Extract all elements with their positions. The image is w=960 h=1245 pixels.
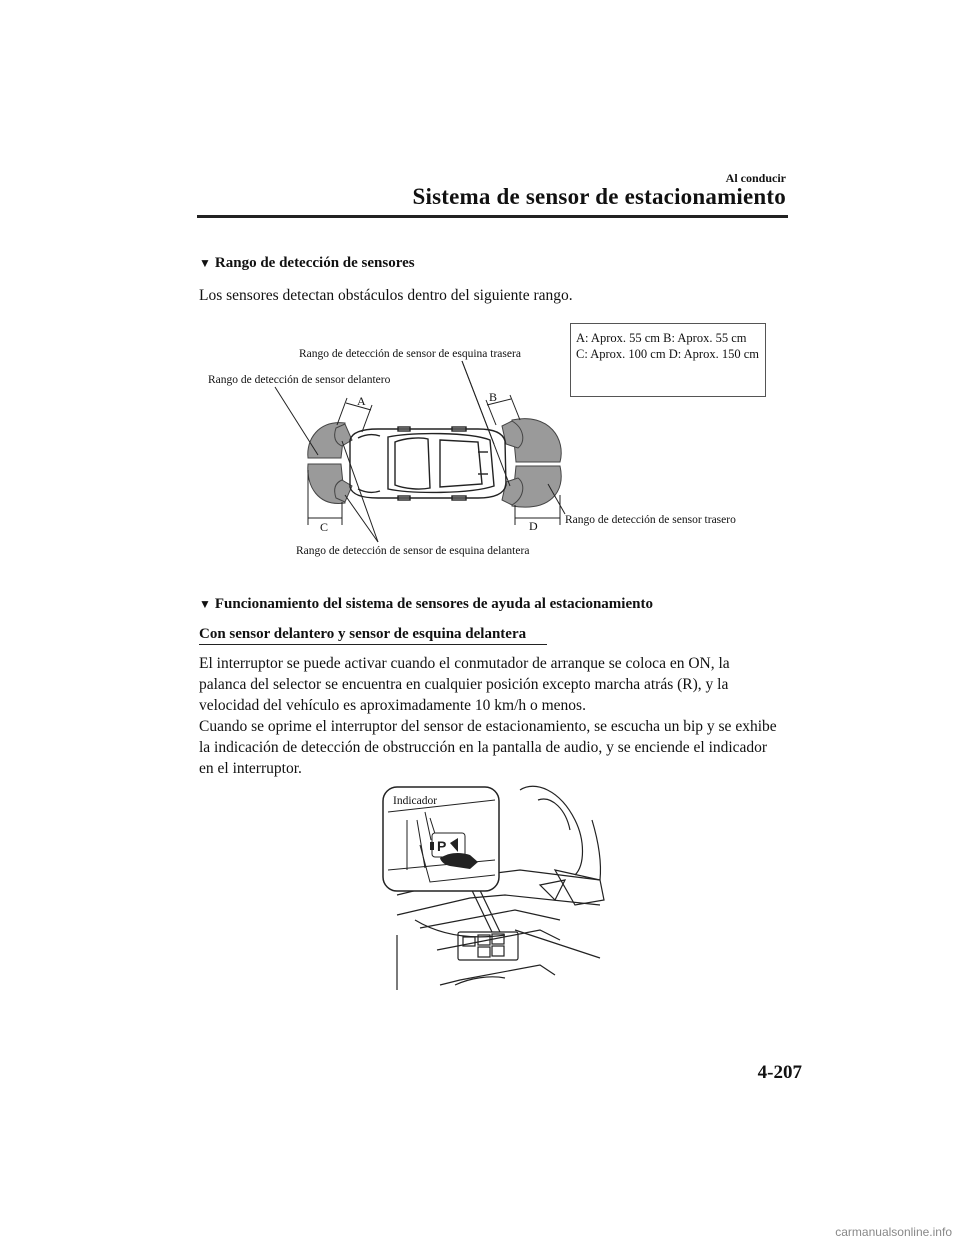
triangle-marker-icon: ▼ — [199, 256, 211, 270]
label-front-range: Rango de detección de sensor delantero — [208, 374, 391, 386]
indicator-label: Indicador — [393, 795, 438, 807]
subheading-front-sensors: Con sensor delantero y sensor de esquina delantera — [199, 626, 527, 642]
paragraph-detection-intro: Los sensores detectan obstáculos dentro del siguiente rango. — [199, 287, 573, 304]
triangle-marker-icon: ▼ — [199, 597, 211, 611]
section-heading-text: Funcionamiento del sistema de sensores de ayuda al estacionamiento — [214, 596, 653, 612]
paragraph-switch-press: Cuando se oprime el interruptor del sensor de estacionamiento, se escucha un bip y se exhibe la indicación de detección de obstrucción en la pantalla de audio, y se enciende el indicador en el interruptor. — [199, 718, 777, 777]
label-front-corner-range: Rango de detección de sensor de esquina delantera — [296, 545, 530, 557]
label-rear-range: Rango de detección de sensor trasero — [565, 514, 736, 526]
indicator-light — [430, 842, 434, 850]
page-title: Sistema de sensor de estacionamiento — [412, 184, 786, 209]
footer-watermark[interactable]: carmanualsonline.info — [835, 1225, 952, 1239]
label-rear-corner-range: Rango de detección de sensor de esquina trasera — [299, 348, 521, 360]
section-heading-text: Rango de detección de sensores — [214, 255, 415, 271]
dimension-letter-d: D — [529, 519, 538, 533]
dimension-letter-c: C — [320, 520, 329, 534]
paragraph-switch-activation: El interruptor se puede activar cuando el conmutador de arranque se coloca en ON, la palanca del selector se encuentra en cualquier posición excepto marcha atrás (R), y la velocidad del vehículo es aproximadamente 10 km/h o menos. — [199, 655, 730, 714]
dimension-letter-a: A — [357, 394, 366, 408]
dimension-letter-b: B — [489, 390, 498, 404]
chapter-label: Al conducir — [725, 171, 786, 185]
parking-p-icon: P — [437, 838, 447, 854]
page-number: 4-207 — [757, 1062, 802, 1083]
legend-box: A: Aprox. 55 cm B: Aprox. 55 cm C: Aprox. 100 cm D: Aprox. 150 cm — [570, 323, 766, 397]
